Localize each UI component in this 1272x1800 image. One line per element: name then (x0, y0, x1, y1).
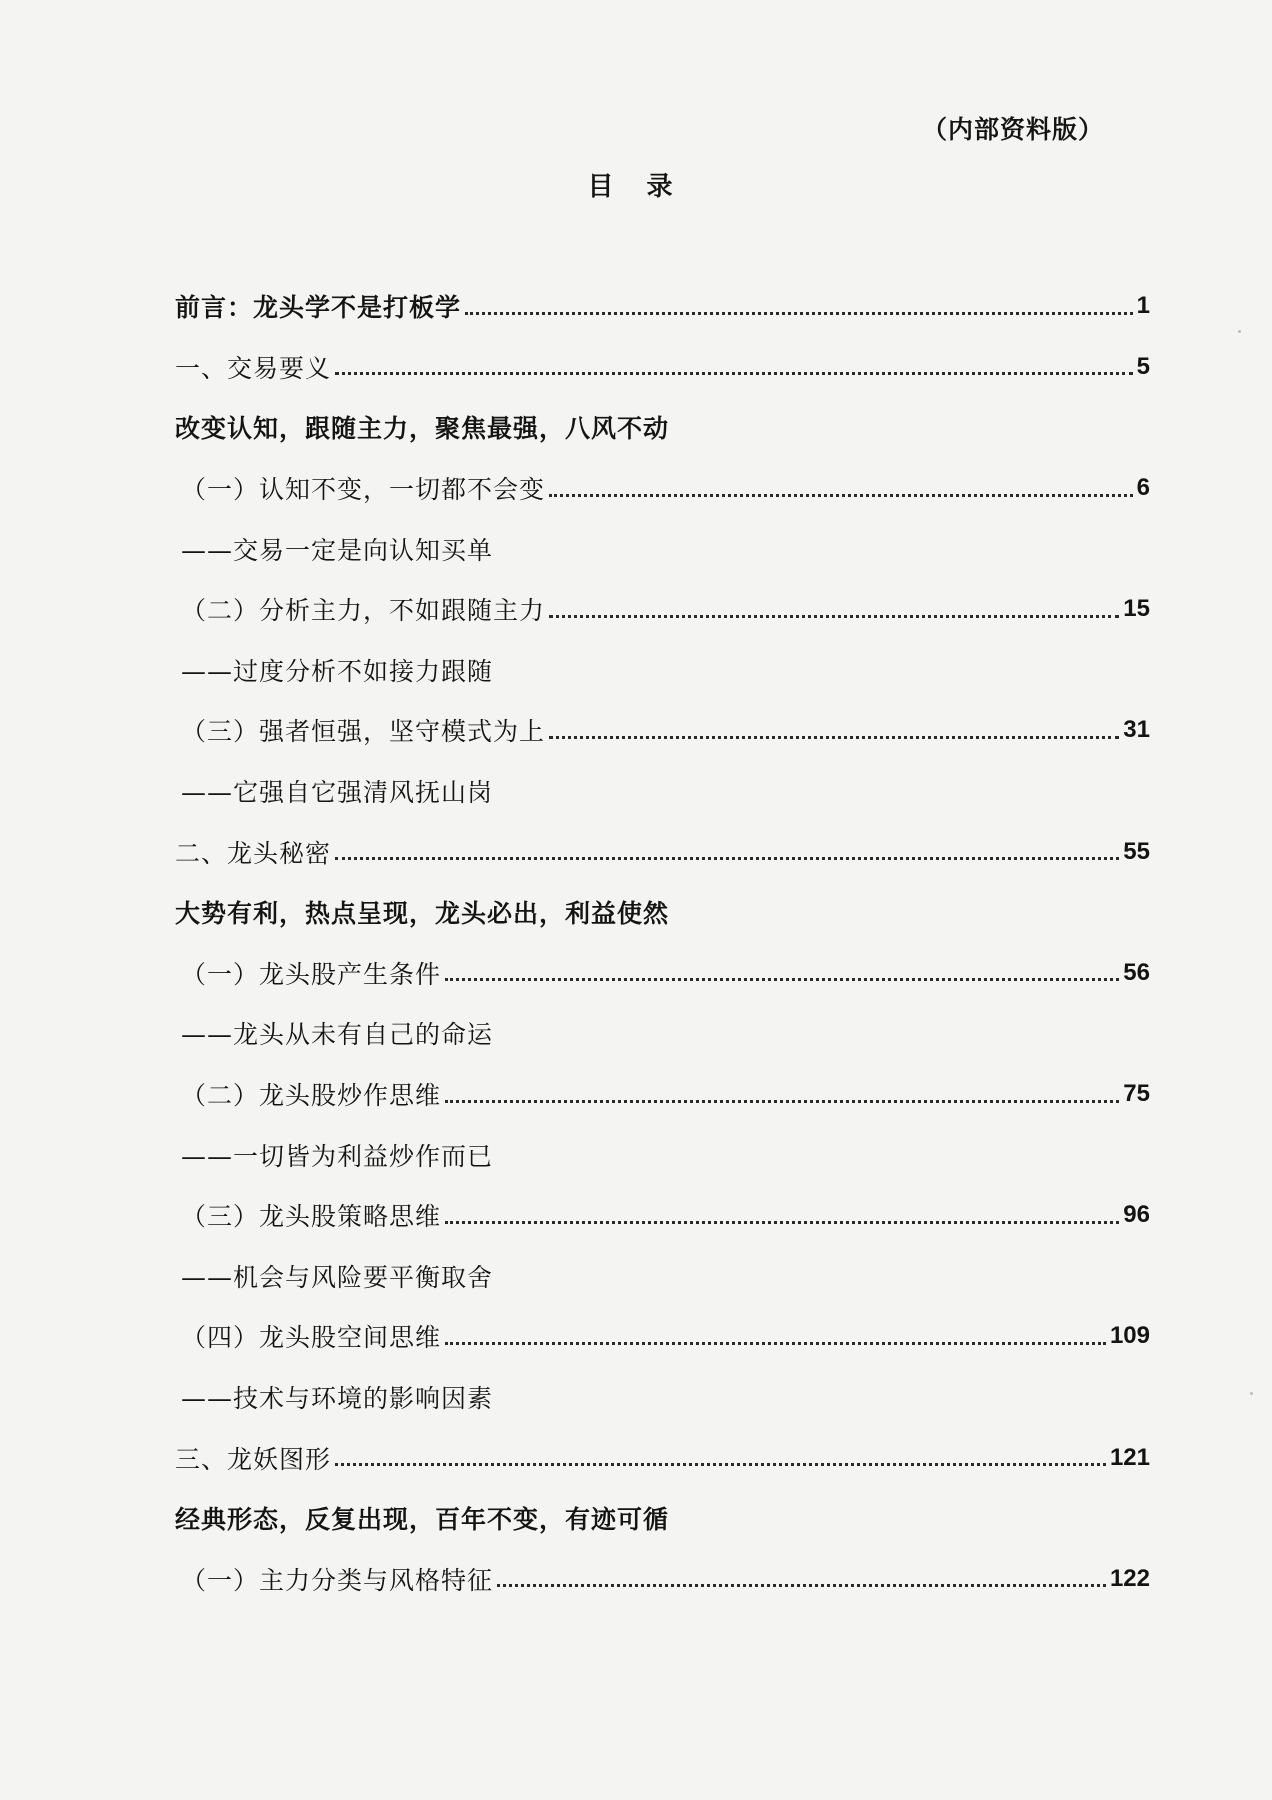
toc-entry (175, 1367, 1150, 1428)
toc-entry-label: 改变认知，跟随主力，聚焦最强，八风不动 (175, 414, 670, 444)
toc-title: 目 录 (587, 172, 685, 202)
toc-entry (175, 1306, 1150, 1367)
toc-entry-label: 二、龙头秘密 (175, 838, 332, 868)
toc-entry-label: （三）龙头股策略思维 (181, 1202, 442, 1232)
toc-entry (175, 579, 1150, 640)
toc-entry (175, 458, 1150, 519)
toc-entry-label: 经典形态，反复出现，百年不变，有迹可循 (175, 1505, 670, 1535)
toc-entry (175, 397, 1150, 458)
toc-entry (175, 761, 1150, 822)
toc-entry (175, 821, 1150, 882)
toc-entry-label: （三）强者恒强，坚守模式为上 (181, 717, 546, 747)
toc-entry-label: 一、交易要义 (175, 353, 332, 383)
toc-page-number: 1 (1136, 292, 1150, 320)
toc-entry (175, 1246, 1150, 1307)
toc-entry-label: （二）分析主力，不如跟随主力 (181, 596, 546, 626)
toc-entry (175, 700, 1150, 761)
toc-entry-label: （一）主力分类与风格特征 (181, 1565, 494, 1595)
toc-entry-label: ——过度分析不如接力跟随 (181, 656, 494, 686)
toc-page-number: 31 (1123, 716, 1150, 744)
toc-entry (175, 1124, 1150, 1185)
toc-page-number: 96 (1123, 1201, 1150, 1229)
toc-entry-label: ——技术与环境的影响因素 (181, 1383, 494, 1413)
toc-entry-label: 三、龙妖图形 (175, 1444, 332, 1474)
dot-leader (465, 312, 1133, 315)
toc-entry-label: ——一切皆为利益炒作而已 (181, 1141, 494, 1171)
toc-entry-label: ——它强自它强清风抚山岗 (181, 778, 494, 808)
toc-page-number: 15 (1123, 595, 1150, 623)
scan-speck (1238, 330, 1241, 333)
toc-page-number: 5 (1136, 352, 1150, 380)
toc-page-number: 75 (1123, 1080, 1150, 1108)
scan-speck (1250, 1392, 1253, 1395)
table-of-contents (175, 276, 1150, 1609)
toc-entry-label: 前言：龙头学不是打板学 (175, 293, 462, 323)
dot-leader (497, 1584, 1106, 1587)
toc-entry (175, 943, 1150, 1004)
toc-entry (175, 518, 1150, 579)
toc-page-number: 6 (1136, 474, 1150, 502)
dot-leader (335, 372, 1133, 375)
toc-entry (175, 1488, 1150, 1549)
dot-leader (549, 494, 1133, 497)
edition-label: （内部资料版） (921, 115, 1104, 144)
toc-entry (175, 1185, 1150, 1246)
toc-entry (175, 276, 1150, 337)
toc-entry (175, 1064, 1150, 1125)
toc-entry-label: ——机会与风险要平衡取舍 (181, 1262, 494, 1292)
toc-entry-label: （一）龙头股产生条件 (181, 959, 442, 989)
toc-page-number: 122 (1109, 1564, 1150, 1592)
dot-leader (549, 736, 1119, 739)
toc-page-number: 55 (1123, 837, 1150, 865)
toc-page-number: 56 (1123, 958, 1150, 986)
toc-entry-label: （四）龙头股空间思维 (181, 1323, 442, 1353)
toc-entry-label: ——交易一定是向认知买单 (181, 535, 494, 565)
toc-entry (175, 640, 1150, 701)
toc-entry (175, 1427, 1150, 1488)
toc-entry-label: ——龙头从未有自己的命运 (181, 1020, 494, 1050)
dot-leader (335, 857, 1119, 860)
dot-leader (335, 1463, 1106, 1466)
dot-leader (445, 978, 1119, 981)
toc-entry (175, 1548, 1150, 1609)
dot-leader (549, 615, 1119, 618)
toc-entry-label: （一）认知不变，一切都不会变 (181, 475, 546, 505)
toc-page-number: 109 (1109, 1322, 1150, 1350)
toc-page-number: 121 (1109, 1443, 1150, 1471)
toc-entry (175, 337, 1150, 398)
toc-entry-label: 大势有利，热点呈现，龙头必出，利益使然 (175, 899, 670, 929)
toc-entry (175, 1003, 1150, 1064)
toc-entry (175, 882, 1150, 943)
dot-leader (445, 1100, 1119, 1103)
dot-leader (445, 1342, 1106, 1345)
dot-leader (445, 1221, 1119, 1224)
toc-entry-label: （二）龙头股炒作思维 (181, 1081, 442, 1111)
